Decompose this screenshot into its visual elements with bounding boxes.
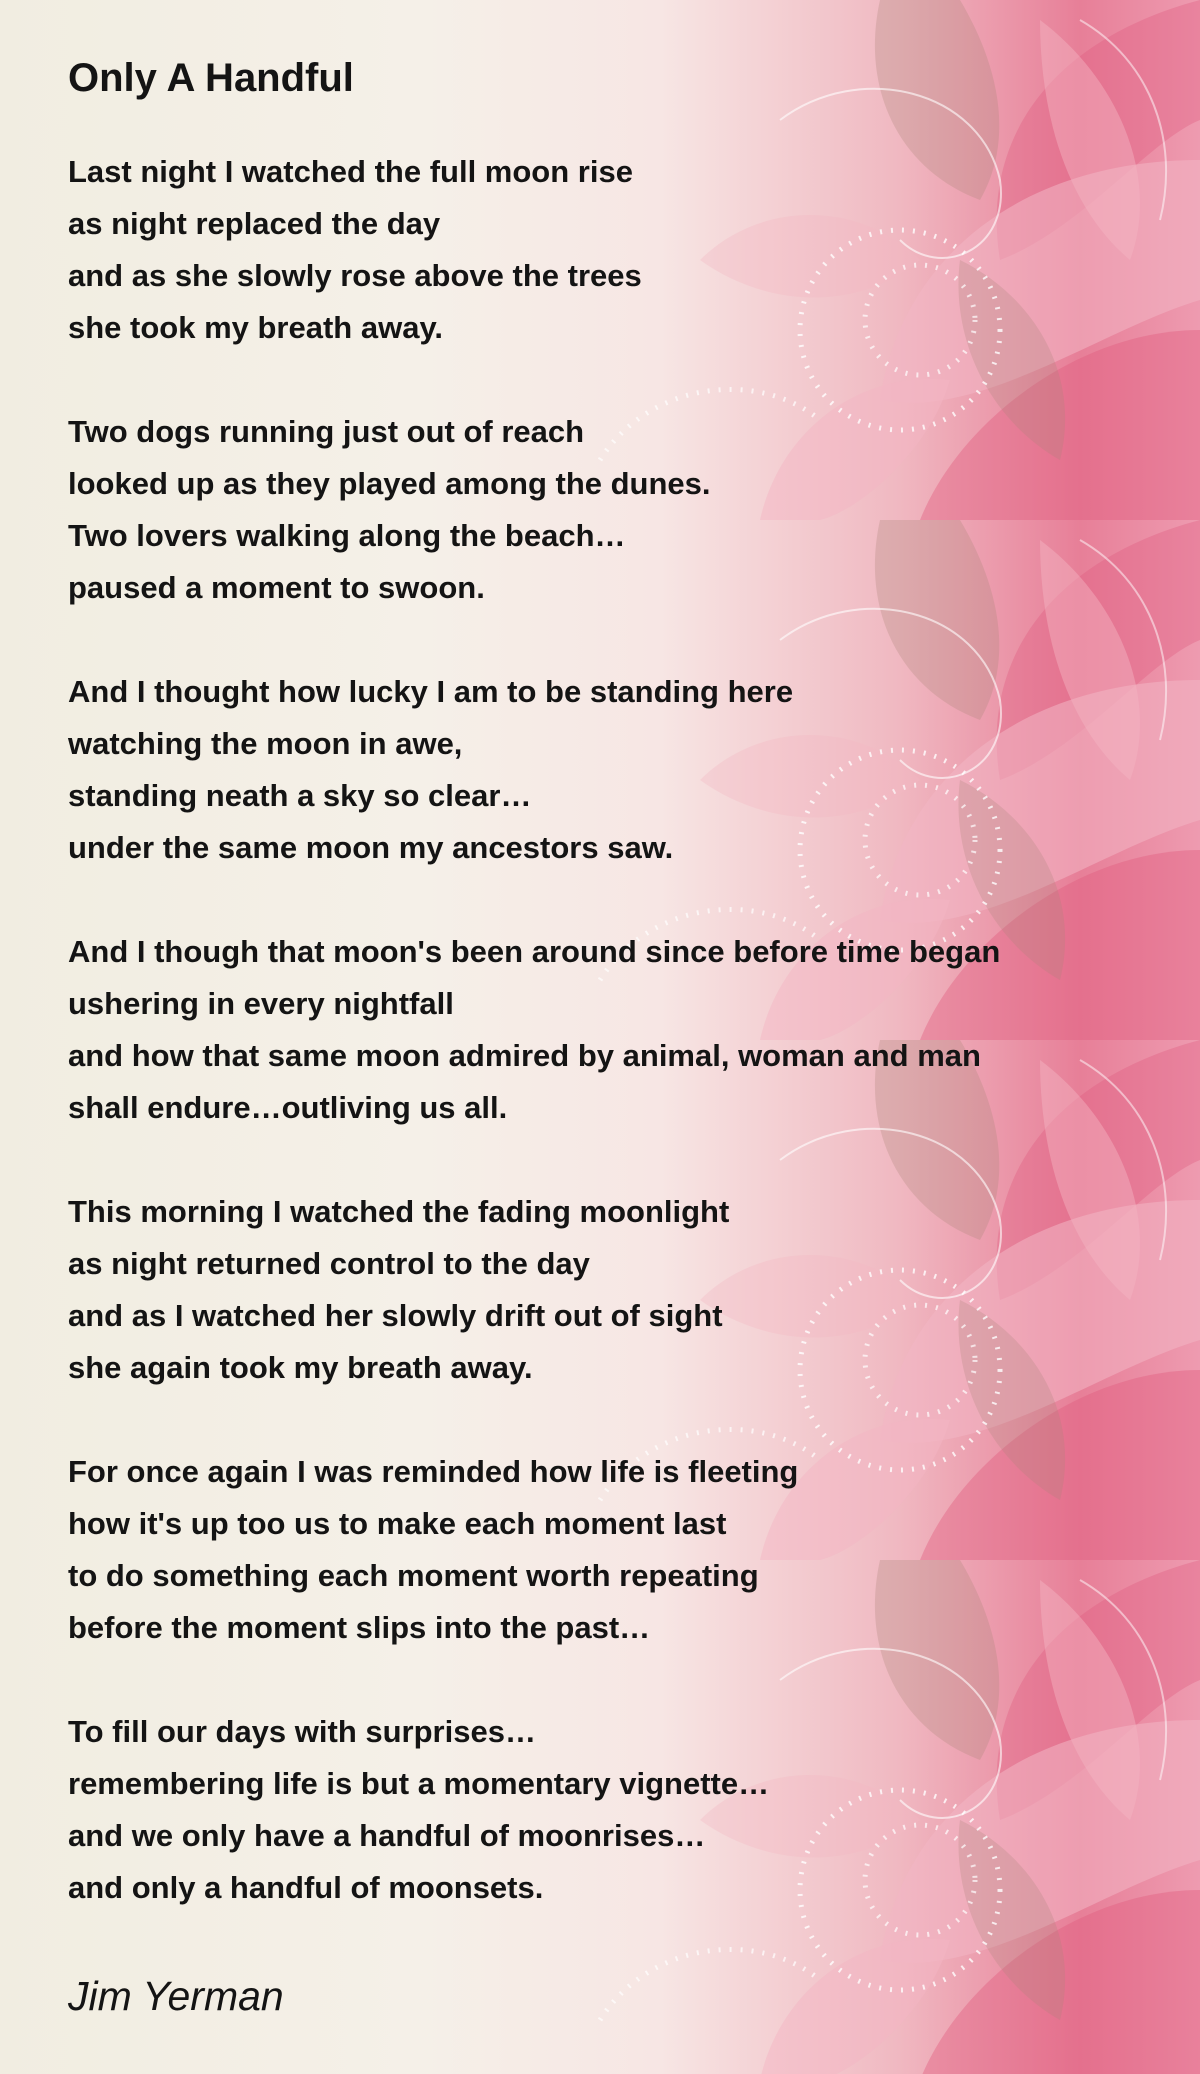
poem-line: she again took my breath away. (68, 1350, 533, 1385)
poem-line: and as I watched her slowly drift out of sight (68, 1298, 723, 1333)
poem-line: before the moment slips into the past… (68, 1610, 651, 1645)
poem-line: And I thought how lucky I am to be standing here (68, 674, 794, 709)
poem-line: ushering in every nightfall (68, 986, 454, 1021)
stanza (68, 1186, 1168, 1394)
poem-author: Jim Yerman (68, 1973, 284, 2019)
poem-line: To fill our days with surprises… (68, 1714, 536, 1749)
poem-line: as night returned control to the day (68, 1246, 590, 1281)
stanza (68, 1446, 1168, 1654)
poem-line: And I though that moon's been around since before time began (68, 934, 1001, 969)
poem-line: and we only have a handful of moonrises… (68, 1818, 706, 1853)
poem-line: shall endure…outliving us all. (68, 1090, 508, 1125)
poem-line: under the same moon my ancestors saw. (68, 830, 674, 865)
poem-line: and only a handful of moonsets. (68, 1870, 544, 1905)
stanza-list (68, 146, 1168, 1914)
poem-line: she took my breath away. (68, 310, 443, 345)
poem-line: remembering life is but a momentary vignette… (68, 1766, 770, 1801)
poem-line: paused a moment to swoon. (68, 570, 485, 605)
stanza (68, 146, 1168, 354)
poem-line: For once again I was reminded how life is fleeting (68, 1454, 799, 1489)
poem-line: watching the moon in awe, (68, 726, 463, 761)
poem-line: and as she slowly rose above the trees (68, 258, 642, 293)
poem-line: standing neath a sky so clear… (68, 778, 532, 813)
poem-line: Two dogs running just out of reach (68, 414, 585, 449)
poem-line: to do something each moment worth repeating (68, 1558, 759, 1593)
poem-line: Two lovers walking along the beach… (68, 518, 626, 553)
poem-line: This morning I watched the fading moonlight (68, 1194, 730, 1229)
stanza (68, 926, 1168, 1134)
stanza (68, 406, 1168, 614)
stanza (68, 1706, 1168, 1914)
poem-line: Last night I watched the full moon rise (68, 154, 633, 189)
poem-line: as night replaced the day (68, 206, 441, 241)
poem-title: Only A Handful (68, 56, 354, 100)
stanza (68, 666, 1168, 874)
poem-line: and how that same moon admired by animal, woman and man (68, 1038, 981, 1073)
poem-line: looked up as they played among the dunes. (68, 466, 711, 501)
poem-body (68, 50, 1168, 1966)
poem-line: how it's up too us to make each moment last (68, 1506, 727, 1541)
